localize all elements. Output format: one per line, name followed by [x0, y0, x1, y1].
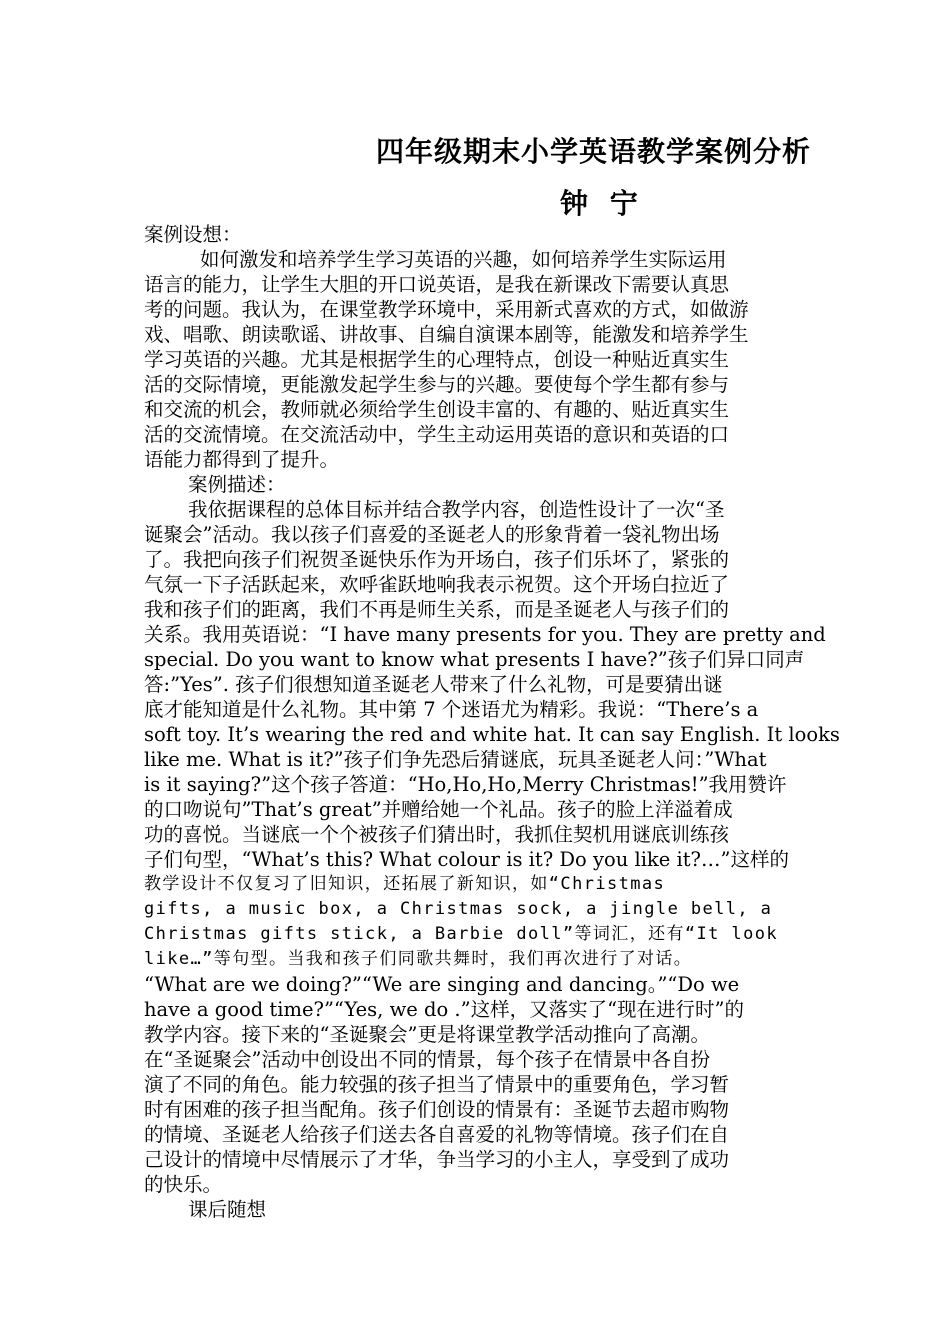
text-line: 教学设计不仅复习了旧知识，还拓展了新知识，如“Christmas	[144, 874, 666, 894]
text-line: 戏、唱歌、朗读歌谣、讲故事、自编自演课本剧等，能激发和培养学生	[144, 323, 749, 346]
text-line: 教学内容。接下来的“圣诞聚会”更是将课堂教学活动推向了高潮。	[144, 1023, 710, 1046]
text-line: 的快乐。	[144, 1173, 223, 1196]
text-line: 在“圣诞聚会”活动中创设出不同的情景，每个孩子在情景中各自扮	[144, 1048, 710, 1071]
text-line: soft toy. It’s wearing the red and white hat. It can say English. It looks	[144, 723, 840, 746]
text-line: 时有困难的孩子担当配角。孩子们创设的情景有：圣诞节去超市购物	[144, 1098, 730, 1121]
text-line: 子们句型，“What’s this? What colour is it? Do you like it?…”这样的	[144, 848, 789, 871]
text-line: 我依据课程的总体目标并结合教学内容，创造性设计了一次“圣	[188, 498, 725, 521]
text-line: like…”等句型。当我和孩子们同歌共舞时，我们再次进行了对话。	[144, 949, 693, 969]
author-name: 钟 宁	[560, 187, 644, 220]
text-line: 了。我把向孩子们祝贺圣诞快乐作为开场白，孩子们乐坏了，紧张的	[144, 548, 730, 571]
text-line: 己设计的情境中尽情展示了才华，争当学习的小主人，享受到了成功	[144, 1148, 730, 1171]
text-line: 学习英语的兴趣。尤其是根据学生的心理特点，创设一种贴近真实生	[144, 348, 730, 371]
text-line: 考的问题。我认为，在课堂教学环境中，采用新式喜欢的方式，如做游	[144, 298, 749, 321]
text-line: gifts, a music box, a Christmas sock, a jingle bell, a	[144, 899, 773, 919]
text-line: 功的喜悦。当谜底一个个被孩子们猜出时，我抓住契机用谜底训练孩	[144, 823, 730, 846]
text-line: 答:”Yes”. 孩子们很想知道圣诞老人带来了什么礼物，可是要猜出谜	[144, 673, 723, 696]
text-line: “What are we doing?”“We are singing and dancing。”“Do we	[144, 973, 740, 996]
text-line: 课后随想	[188, 1198, 267, 1221]
text-line: 关系。我用英语说：“I have many presents for you. They are pretty and	[144, 623, 826, 646]
document-body	[144, 222, 840, 1222]
text-line: is it saying?”这个孩子答道：“Ho,Ho,Ho,Merry Christmas!”我用赞许	[144, 773, 787, 796]
text-line: 如何激发和培养学生学习英语的兴趣，如何培养学生实际运用	[200, 248, 727, 271]
text-line: 诞聚会”活动。我以孩子们喜爱的圣诞老人的形象背着一袋礼物出场	[144, 523, 720, 546]
text-line: 案例描述：	[188, 473, 286, 496]
text-line: 气氛一下子活跃起来，欢呼雀跃地响我表示祝贺。这个开场白拉近了	[144, 573, 730, 596]
text-line: 演了不同的角色。能力较强的孩子担当了情景中的重要角色，学习暂	[144, 1073, 730, 1096]
text-line: 活的交流情境。在交流活动中，学生主动运用英语的意识和英语的口	[144, 423, 730, 446]
text-line: 和交流的机会，教师就必须给学生创设丰富的、有趣的、贴近真实生	[144, 398, 730, 421]
text-line: special. Do you want to know what presents I have?”孩子们异口同声	[144, 648, 805, 671]
text-line: 语言的能力，让学生大胆的开口说英语，是我在新课改下需要认真思	[144, 273, 730, 296]
text-line: 底才能知道是什么礼物。其中第 7 个迷语尤为精彩。我说：“There’s a	[144, 698, 759, 721]
text-line: Christmas gifts stick, a Barbie doll”等词汇，还有“It look	[144, 924, 778, 944]
document-title: 四年级期末小学英语教学案例分析	[376, 135, 812, 168]
text-line: have a good time?”“Yes, we do .”这样，又落实了“现在进行时”的	[144, 998, 745, 1021]
text-line: like me. What is it?”孩子们争先恐后猜谜底，玩具圣诞老人问：”What	[144, 748, 767, 771]
text-line: 的口吻说句”That’s great”并赠给她一个礼品。孩子的脸上洋溢着成	[144, 798, 733, 821]
text-line: 活的交际情境，更能激发起学生参与的兴趣。要使每个学生都有参与	[144, 373, 730, 396]
text-line: 语能力都得到了提升。	[144, 448, 340, 471]
text-line: 我和孩子们的距离，我们不再是师生关系，而是圣诞老人与孩子们的	[144, 598, 730, 621]
text-line: 案例设想：	[144, 223, 242, 246]
text-line: 的情境、圣诞老人给孩子们送去各自喜爱的礼物等情境。孩子们在自	[144, 1123, 730, 1146]
